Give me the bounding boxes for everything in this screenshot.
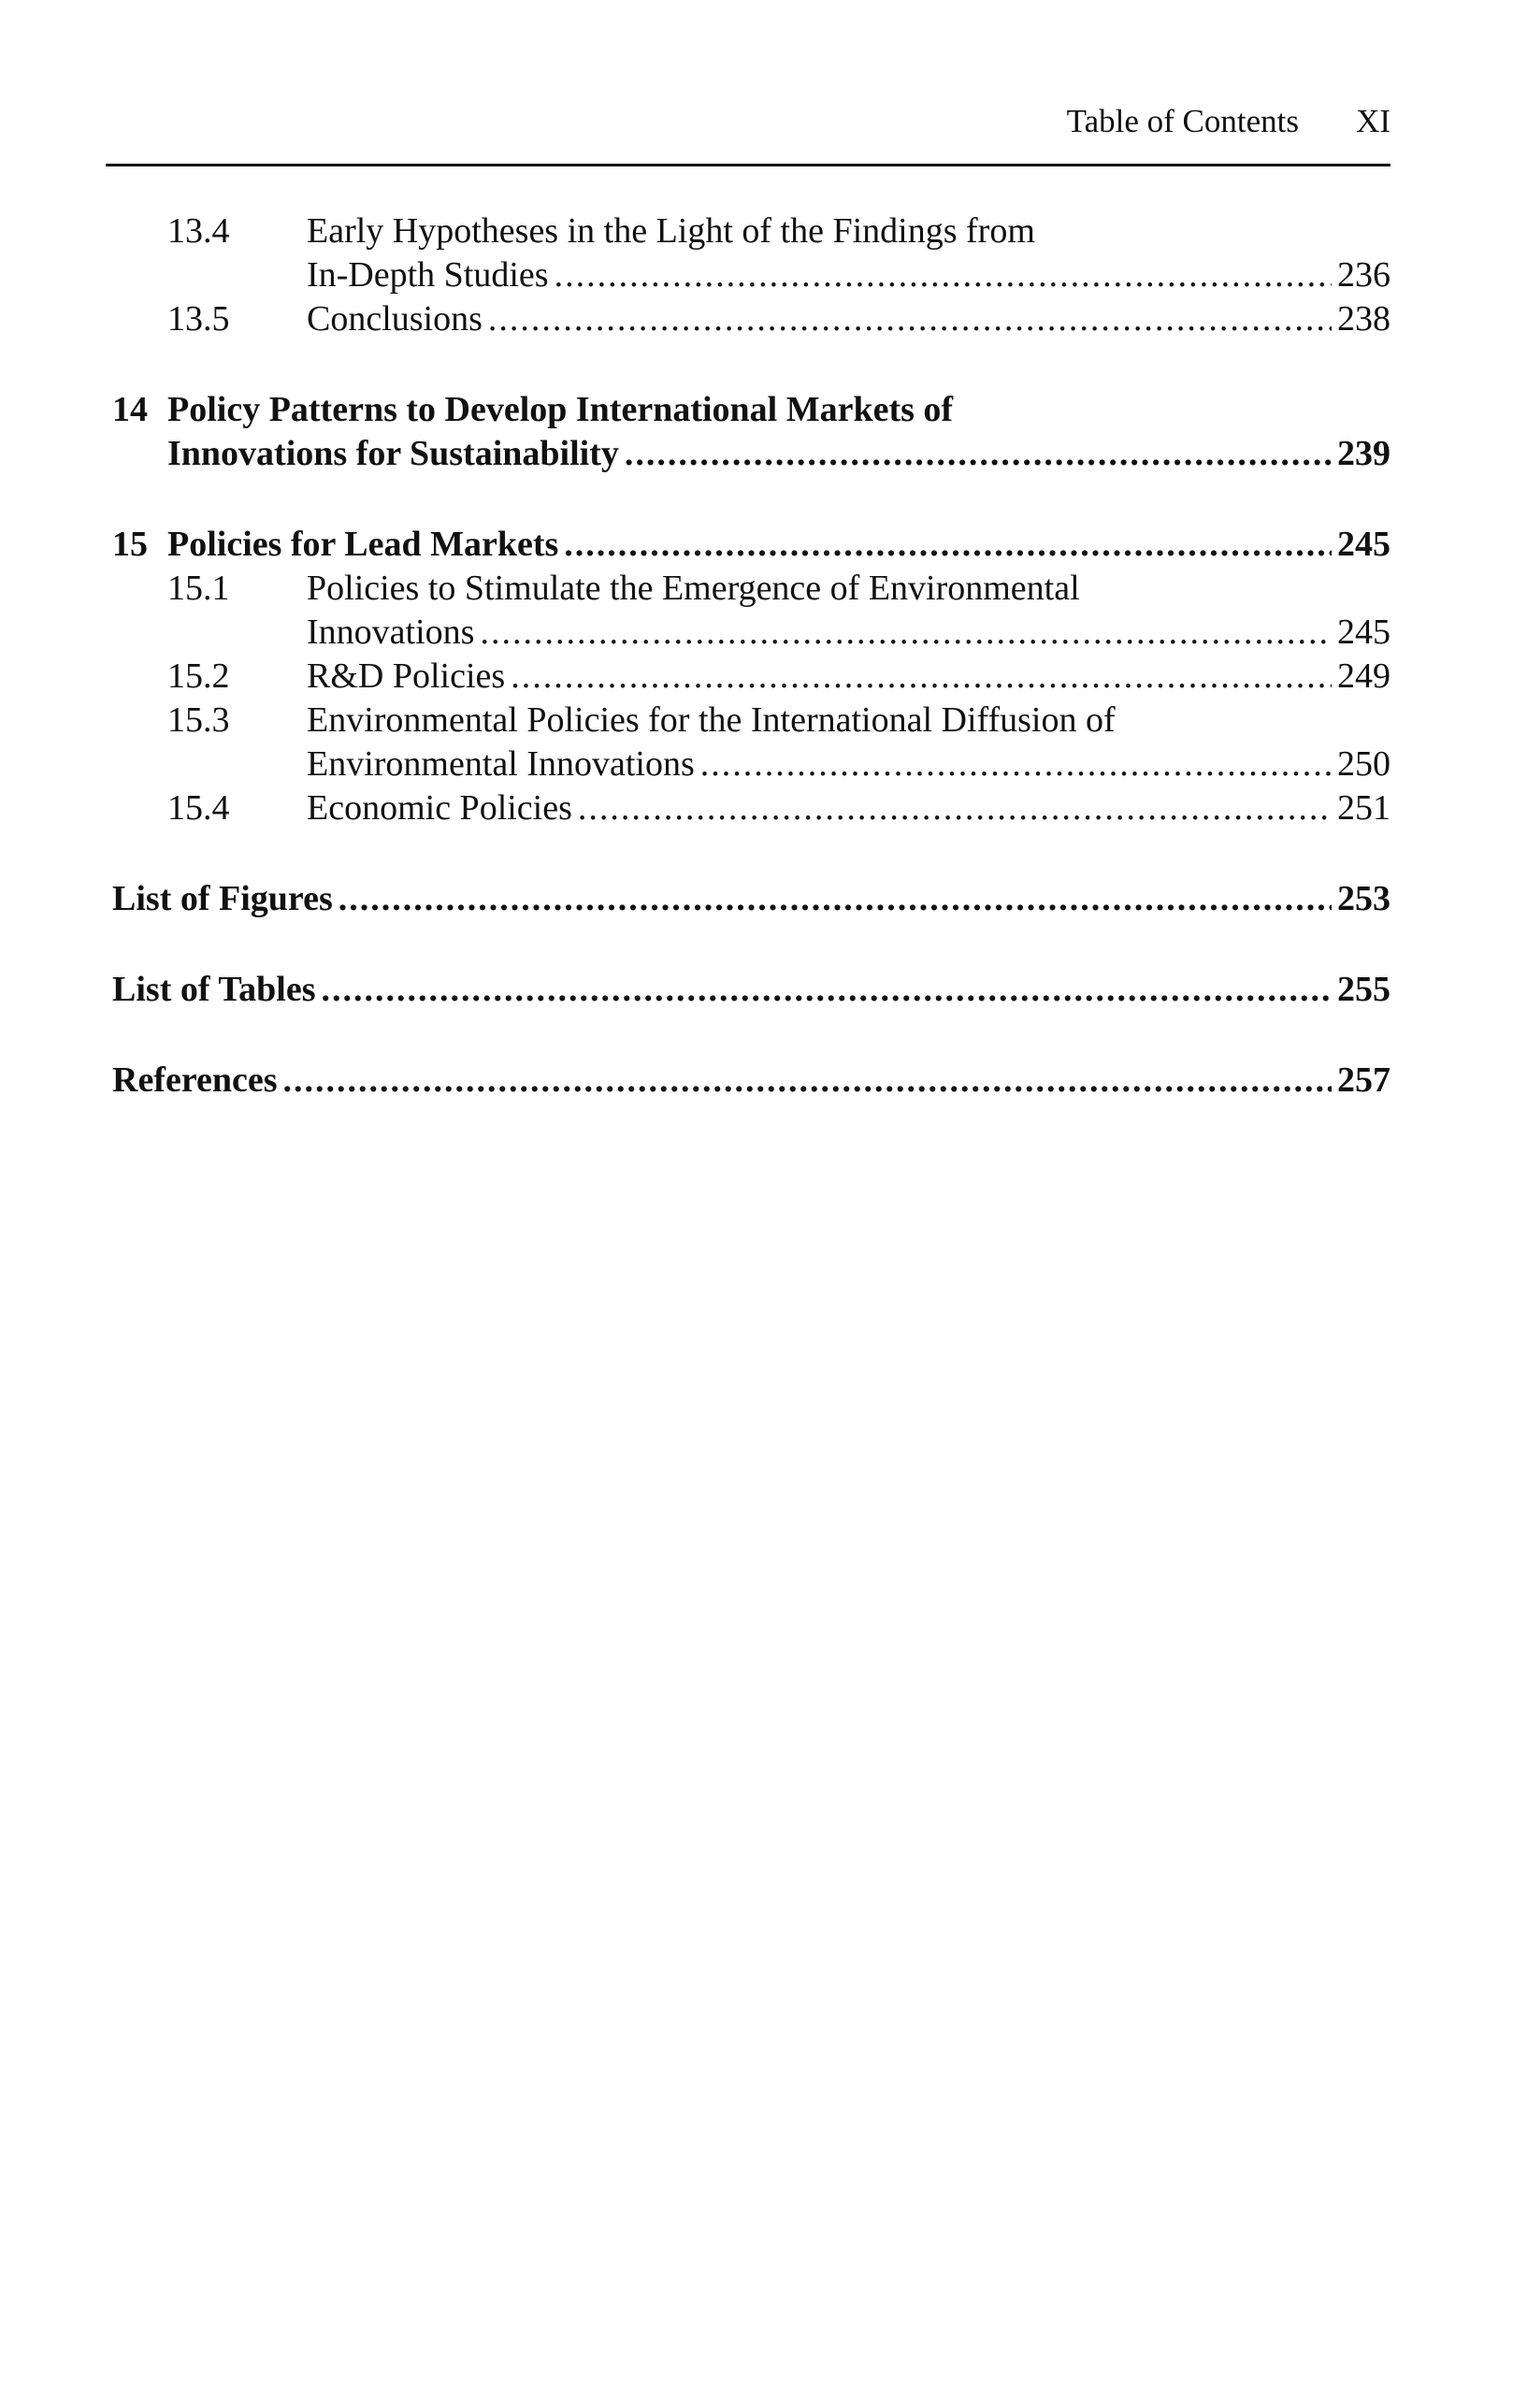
section-number: 13.4: [167, 211, 230, 251]
dot-leader: [480, 611, 1332, 655]
toc-list-of-figures[interactable]: [112, 877, 1391, 921]
page-ref: 249: [1337, 656, 1391, 696]
dot-leader: [564, 523, 1332, 567]
page-ref: 257: [1337, 1060, 1391, 1100]
chapter-title-continued: Innovations for Sustainability: [167, 434, 619, 473]
toc-list-of-tables[interactable]: [112, 968, 1391, 1012]
toc-entry-15-3-continued[interactable]: [112, 743, 1391, 786]
table-of-contents: [112, 209, 1391, 1103]
toc-entry-13-5[interactable]: [112, 297, 1391, 341]
entry-title: References: [112, 1060, 278, 1100]
toc-references[interactable]: [112, 1059, 1391, 1103]
toc-chapter-14[interactable]: [112, 388, 1391, 432]
dot-leader: [322, 968, 1332, 1012]
toc-entry-13-4[interactable]: [112, 209, 1391, 253]
chapter-number: 14: [112, 390, 148, 429]
dot-leader: [555, 253, 1332, 297]
toc-entry-15-4[interactable]: [112, 786, 1391, 830]
chapter-number: 15: [112, 525, 148, 564]
section-number: 15.4: [167, 788, 230, 828]
toc-entry-15-2[interactable]: [112, 655, 1391, 699]
dot-leader: [625, 432, 1332, 476]
chapter-title: Policies for Lead Markets: [167, 525, 559, 564]
section-title: Environmental Policies for the International Diffusion of: [307, 700, 1116, 740]
entry-title: List of Tables: [112, 970, 316, 1009]
dot-leader: [339, 877, 1332, 921]
section-number: 13.5: [167, 299, 230, 339]
chapter-title: Policy Patterns to Develop International Markets of: [167, 390, 954, 429]
section-title: Conclusions: [307, 299, 483, 339]
page-ref: 239: [1337, 434, 1391, 473]
section-title-continued: In-Depth Studies: [307, 255, 549, 295]
page-ref: 251: [1337, 788, 1391, 828]
running-title: Table of Contents: [1066, 103, 1299, 139]
dot-leader: [511, 655, 1332, 699]
page-number: XI: [1356, 103, 1391, 139]
section-title-continued: Environmental Innovations: [307, 744, 695, 784]
header-rule: [106, 164, 1391, 166]
section-number: 15.3: [167, 700, 230, 740]
running-header: [106, 101, 1391, 142]
page-ref: 250: [1337, 744, 1391, 784]
page-ref: 253: [1337, 879, 1391, 918]
page-ref: 245: [1337, 613, 1391, 652]
section-number: 15.1: [167, 569, 230, 608]
dot-leader: [488, 297, 1332, 341]
section-number: 15.2: [167, 656, 230, 696]
section-title: Early Hypotheses in the Light of the Findings from: [307, 211, 1035, 251]
section-title: Policies to Stimulate the Emergence of Environmental: [307, 569, 1080, 608]
entry-title: List of Figures: [112, 879, 333, 918]
page-ref: 238: [1337, 299, 1391, 339]
section-title: Economic Policies: [307, 788, 572, 828]
page-ref: 255: [1337, 970, 1391, 1009]
page-ref: 245: [1337, 525, 1391, 564]
toc-entry-15-1-continued[interactable]: [112, 611, 1391, 655]
toc-chapter-14-continued[interactable]: [112, 432, 1391, 476]
dot-leader: [700, 743, 1332, 786]
dot-leader: [283, 1059, 1332, 1103]
toc-entry-15-1[interactable]: [112, 567, 1391, 611]
section-title: R&D Policies: [307, 656, 506, 696]
toc-chapter-15[interactable]: [112, 523, 1391, 567]
page-ref: 236: [1337, 255, 1391, 295]
toc-entry-15-3[interactable]: [112, 699, 1391, 743]
toc-entry-13-4-continued[interactable]: [112, 253, 1391, 297]
dot-leader: [578, 786, 1332, 830]
section-title-continued: Innovations: [307, 613, 475, 652]
